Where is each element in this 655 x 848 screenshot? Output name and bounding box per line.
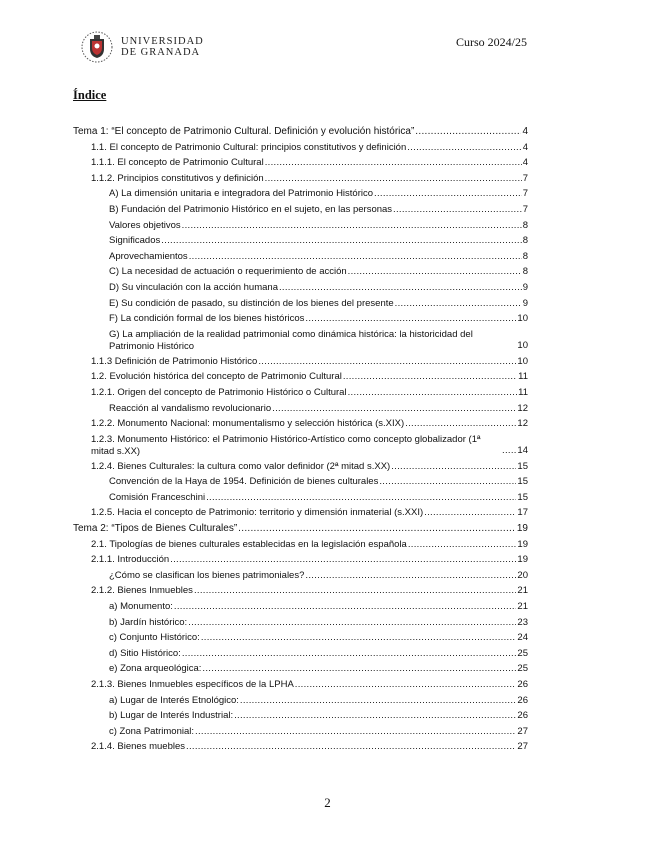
university-seal-icon <box>80 30 114 64</box>
page-number: 2 <box>324 795 331 810</box>
toc-entry-line <box>109 630 528 646</box>
toc-entry-page: 19 <box>516 523 528 535</box>
toc-entry-text: 1.1. El concepto de Patrimonio Cultural: principios constitutivos y definición <box>91 141 407 153</box>
toc-entry-text: 1.2.5. Hacia el concepto de Patrimonio: territorio y dimensión inmaterial (s.XXI) <box>91 507 424 519</box>
toc-entry-line <box>109 218 528 234</box>
toc-entry-text: C) La necesidad de actuación o requerimiento de acción <box>109 266 347 278</box>
toc-entry[interactable] <box>0 677 655 693</box>
toc-entry-page: 20 <box>517 569 528 581</box>
toc-entry-text: 1.2.2. Monumento Nacional: monumentalismo y selección histórica (s.XIX) <box>91 418 405 430</box>
toc-entry-line <box>91 505 528 521</box>
university-name-line1: UNIVERSIDAD <box>121 36 204 47</box>
toc-entry[interactable] <box>0 171 655 187</box>
toc-entry-line <box>109 249 528 265</box>
toc-entry[interactable] <box>0 646 655 662</box>
toc-entry-line <box>91 739 528 755</box>
toc-entry-text: E) Su condición de pasado, su distinción de los bienes del presente <box>109 297 394 309</box>
toc-leader-dots <box>343 369 517 385</box>
toc-entry-page: 26 <box>517 710 528 722</box>
toc-leader-dots <box>265 171 522 187</box>
toc-entry[interactable] <box>0 552 655 568</box>
toc-leader-dots <box>272 401 516 417</box>
toc-entry[interactable] <box>0 474 655 490</box>
toc-entry-page: 17 <box>517 507 528 519</box>
toc-entry-text: Aprovechamientos <box>109 250 188 262</box>
toc-entry[interactable] <box>0 661 655 677</box>
toc-leader-dots <box>188 615 516 631</box>
toc-entry-page: 15 <box>517 460 528 472</box>
toc-leader-dots <box>240 693 517 709</box>
toc-entry-text: c) Zona Patrimonial: <box>109 725 195 737</box>
toc-entry[interactable] <box>0 432 655 459</box>
toc-entry-text: D) Su vinculación con la acción humana <box>109 281 278 293</box>
toc-entry-page: 10 <box>517 355 528 367</box>
toc-entry[interactable] <box>0 233 655 249</box>
toc-entry[interactable] <box>0 693 655 709</box>
toc-entry-text: a) Monumento: <box>109 601 173 613</box>
toc-entry-page: 12 <box>517 418 528 430</box>
toc-entry-line <box>109 264 528 280</box>
toc-entry[interactable] <box>0 296 655 312</box>
toc-leader-dots <box>182 646 517 662</box>
toc-entry-line <box>109 724 528 740</box>
toc-entry[interactable] <box>0 583 655 599</box>
toc-entry-line <box>91 140 528 156</box>
toc-leader-dots <box>186 739 516 755</box>
toc-entry[interactable] <box>0 615 655 631</box>
toc-entry-text: Significados <box>109 235 161 247</box>
toc-entry-text: 2.1. Tipologías de bienes culturales establecidas en la legislación española <box>91 538 407 550</box>
toc-leader-dots <box>174 599 517 615</box>
toc-entry-text: Tema 1: “El concepto de Patrimonio Cultural. Definición y evolución histórica” <box>73 126 415 137</box>
toc-entry-line <box>73 124 528 140</box>
toc-entry-text: ¿Cómo se clasifican los bienes patrimoniales? <box>109 569 305 581</box>
toc-entry[interactable] <box>0 327 655 354</box>
index-title: Índice <box>73 88 107 102</box>
toc-entry-line <box>109 327 528 354</box>
toc-entry-line <box>109 490 528 506</box>
toc-entry-line <box>109 708 528 724</box>
toc-entry[interactable] <box>0 186 655 202</box>
toc-entry[interactable] <box>0 202 655 218</box>
toc-entry-line <box>109 646 528 662</box>
toc-entry-page: 4 <box>522 157 528 169</box>
toc-entry-page: 27 <box>517 725 528 737</box>
toc-entry-text: a) Lugar de Interés Etnológico: <box>109 694 239 706</box>
toc-entry-text: 1.2.1. Origen del concepto de Patrimonio Histórico o Cultural <box>91 386 347 398</box>
toc-entry-page: 21 <box>517 601 528 613</box>
toc-leader-dots <box>202 661 516 677</box>
toc-entry-line <box>109 401 528 417</box>
toc-entry-line <box>91 354 528 370</box>
toc-leader-dots <box>234 708 516 724</box>
toc-entry-page: 9 <box>522 281 528 293</box>
toc-entry-line <box>91 459 528 475</box>
toc-entry-text: 1.1.2. Principios constitutivos y definición <box>91 172 264 184</box>
toc-leader-dots <box>161 233 521 249</box>
toc-entry-line <box>91 416 528 432</box>
toc-entry[interactable] <box>0 521 655 537</box>
toc-entry-page: 19 <box>517 538 528 550</box>
table-of-contents <box>0 124 655 755</box>
toc-entry-line <box>109 186 528 202</box>
toc-entry-text: d) Sitio Histórico: <box>109 647 181 659</box>
toc-leader-dots <box>405 416 516 432</box>
toc-entry-line <box>109 233 528 249</box>
toc-entry-line <box>109 296 528 312</box>
toc-entry-line <box>91 432 528 459</box>
toc-entry-page: 11 <box>518 386 528 398</box>
toc-entry-line <box>91 552 528 568</box>
toc-leader-dots <box>182 218 522 234</box>
toc-entry-line <box>109 615 528 631</box>
toc-leader-dots <box>424 505 516 521</box>
toc-entry[interactable] <box>0 218 655 234</box>
toc-leader-dots <box>395 296 522 312</box>
toc-entry-text: 2.1.3. Bienes Inmuebles específicos de la LPHA <box>91 679 294 690</box>
toc-entry[interactable] <box>0 568 655 584</box>
toc-leader-dots <box>206 490 516 506</box>
toc-entry-text: A) La dimensión unitaria e integradora del Patrimonio Histórico <box>109 188 374 200</box>
toc-entry-page: 8 <box>522 219 528 231</box>
toc-entry[interactable] <box>0 249 655 265</box>
toc-entry-text: 2.1.2. Bienes Inmuebles <box>91 585 193 597</box>
toc-entry-page: 10 <box>517 340 528 352</box>
toc-entry-line <box>91 369 528 385</box>
toc-entry-page: 7 <box>522 172 528 184</box>
toc-leader-dots <box>194 583 516 599</box>
toc-entry-page: 27 <box>517 741 528 753</box>
toc-entry-page: 7 <box>522 188 528 200</box>
toc-entry-page: 25 <box>517 647 528 659</box>
toc-entry-text: 2.1.1. Introducción <box>91 554 170 566</box>
toc-leader-dots <box>348 264 522 280</box>
toc-entry[interactable] <box>0 124 655 140</box>
toc-entry-page: 15 <box>517 491 528 503</box>
toc-leader-dots <box>379 474 516 490</box>
toc-entry[interactable] <box>0 401 655 417</box>
toc-leader-dots <box>258 354 516 370</box>
toc-entry[interactable] <box>0 155 655 171</box>
toc-entry[interactable] <box>0 505 655 521</box>
toc-leader-dots <box>201 630 517 646</box>
toc-entry-text: Tema 2: “Tipos de Bienes Culturales” <box>73 523 238 535</box>
toc-entry-line <box>109 474 528 490</box>
toc-entry-text: 1.2.3. Monumento Histórico: el Patrimonio Histórico-Artístico como concepto globalizador (1ª mitad s.XX) <box>91 433 481 458</box>
toc-leader-dots <box>265 155 522 171</box>
toc-leader-dots <box>393 202 522 218</box>
toc-entry-line <box>109 280 528 296</box>
toc-leader-dots <box>195 724 516 740</box>
toc-leader-dots <box>407 140 521 156</box>
toc-entry-line <box>109 202 528 218</box>
toc-entry-page: 8 <box>522 266 528 278</box>
toc-entry[interactable] <box>0 459 655 475</box>
toc-leader-dots <box>348 385 518 401</box>
toc-entry-page: 26 <box>517 679 528 690</box>
toc-entry[interactable] <box>0 537 655 553</box>
toc-entry[interactable] <box>0 140 655 156</box>
toc-entry-page: 23 <box>517 616 528 628</box>
toc-leader-dots <box>170 552 516 568</box>
toc-entry-text: F) La condición formal de los bienes históricos <box>109 313 305 325</box>
toc-entry[interactable] <box>0 490 655 506</box>
toc-entry-page: 21 <box>517 585 528 597</box>
toc-entry[interactable] <box>0 354 655 370</box>
toc-entry-line <box>109 599 528 615</box>
toc-entry-text: b) Jardín histórico: <box>109 616 188 628</box>
toc-entry-line <box>91 155 528 171</box>
toc-entry-page: 11 <box>518 371 528 383</box>
toc-entry-text: 2.1.4. Bienes muebles <box>91 741 186 753</box>
toc-entry-text: c) Conjunto Histórico: <box>109 632 200 644</box>
toc-entry-line <box>91 385 528 401</box>
toc-entry-text: 1.1.1. El concepto de Patrimonio Cultural <box>91 157 264 169</box>
toc-entry-page: 14 <box>517 445 528 457</box>
toc-entry-page: 7 <box>522 203 528 215</box>
toc-entry[interactable] <box>0 739 655 755</box>
toc-entry-page: 25 <box>517 663 528 675</box>
toc-entry[interactable] <box>0 599 655 615</box>
university-name-line2: DE GRANADA <box>121 47 201 58</box>
toc-entry-line <box>109 693 528 709</box>
toc-entry-line <box>91 537 528 553</box>
toc-entry-page: 12 <box>517 402 528 414</box>
toc-entry[interactable] <box>0 264 655 280</box>
toc-entry-line <box>73 521 528 537</box>
toc-entry-line <box>91 583 528 599</box>
toc-entry-text: Convención de la Haya de 1954. Definición de bienes culturales <box>109 476 379 488</box>
toc-leader-dots <box>305 311 516 327</box>
toc-entry-text: e) Zona arqueológica: <box>109 663 202 675</box>
toc-leader-dots <box>415 124 521 140</box>
toc-entry-page: 4 <box>522 126 528 137</box>
toc-entry-page: 4 <box>522 141 528 153</box>
toc-entry-page: 15 <box>517 476 528 488</box>
toc-leader-dots <box>391 459 516 475</box>
toc-entry-line <box>91 171 528 187</box>
toc-entry[interactable] <box>0 724 655 740</box>
toc-entry-page: 24 <box>517 632 528 644</box>
toc-entry-text: 1.2. Evolución histórica del concepto de Patrimonio Cultural <box>91 371 342 383</box>
toc-leader-dots <box>189 249 522 265</box>
toc-entry-text: 1.1.3 Definición de Patrimonio Histórico <box>91 355 258 367</box>
toc-leader-dots <box>502 443 516 459</box>
toc-leader-dots <box>279 280 522 296</box>
course-label: Curso 2024/25 <box>455 35 527 49</box>
toc-entry-line <box>109 568 528 584</box>
toc-entry[interactable] <box>0 416 655 432</box>
toc-entry[interactable] <box>0 708 655 724</box>
toc-entry-text: Comisión Franceschini <box>109 491 206 503</box>
toc-leader-dots <box>305 568 516 584</box>
toc-entry-page: 8 <box>522 250 528 262</box>
toc-entry[interactable] <box>0 369 655 385</box>
university-name <box>121 36 204 58</box>
toc-entry-line <box>109 311 528 327</box>
toc-leader-dots <box>374 186 522 202</box>
toc-entry-page: 8 <box>522 235 528 247</box>
toc-entry-text: G) La ampliación de la realidad patrimonial como dinámica histórica: la historicidad del Patrimonio Histórico <box>109 328 473 353</box>
toc-entry[interactable] <box>0 630 655 646</box>
toc-entry[interactable] <box>0 280 655 296</box>
toc-entry-text: Reacción al vandalismo revolucionario <box>109 402 272 414</box>
toc-entry[interactable] <box>0 311 655 327</box>
toc-leader-dots <box>408 537 517 553</box>
toc-leader-dots <box>238 521 516 537</box>
toc-entry-text: 1.2.4. Bienes Culturales: la cultura como valor definidor (2ª mitad s.XX) <box>91 460 391 472</box>
toc-entry-line <box>91 677 528 693</box>
toc-entry-text: B) Fundación del Patrimonio Histórico en el sujeto, en las personas <box>109 203 393 215</box>
toc-entry-page: 26 <box>517 694 528 706</box>
toc-entry-text: b) Lugar de Interés Industrial: <box>109 710 234 722</box>
toc-leader-dots <box>295 677 517 693</box>
toc-entry-page: 19 <box>517 554 528 566</box>
toc-entry-page: 10 <box>517 313 528 325</box>
toc-entry-line <box>109 661 528 677</box>
toc-entry[interactable] <box>0 385 655 401</box>
toc-entry-text: Valores objetivos <box>109 219 181 231</box>
toc-entry-page: 9 <box>522 297 528 309</box>
page-header <box>0 0 655 70</box>
